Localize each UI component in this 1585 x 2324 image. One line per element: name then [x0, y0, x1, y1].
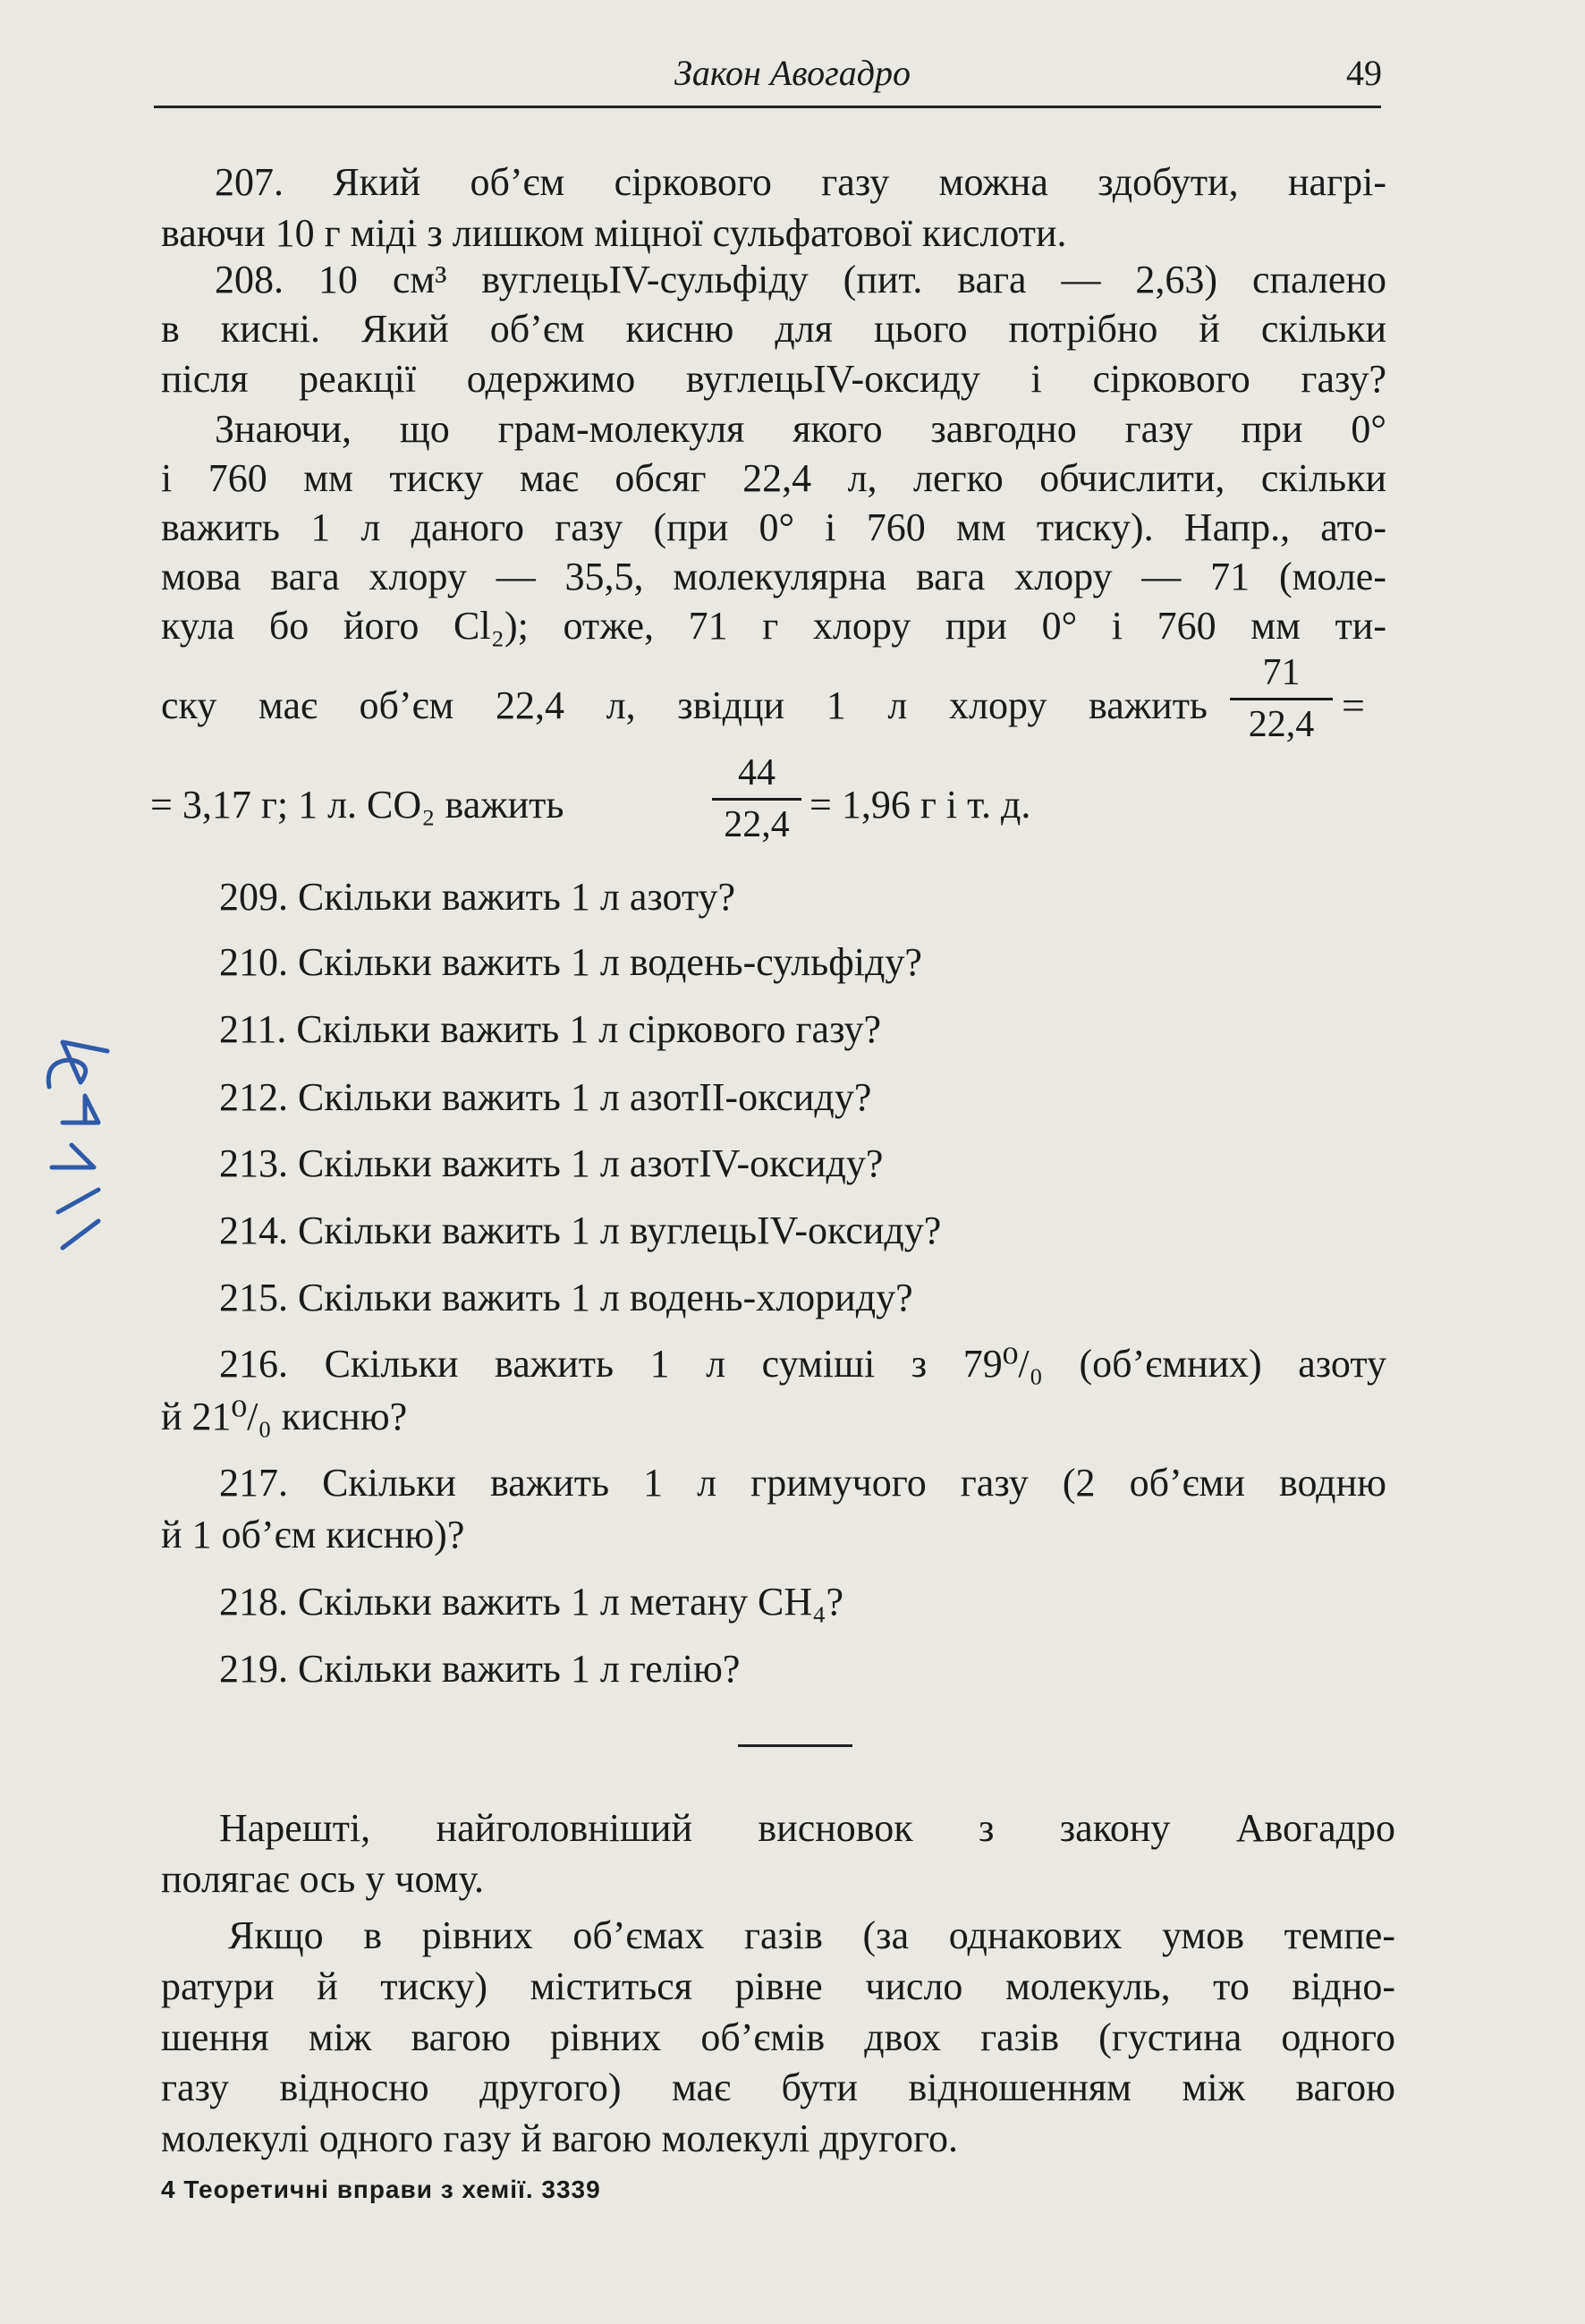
- fraction-denominator: 22,4: [1248, 704, 1315, 745]
- formula-line-suffix: = 1,96 г і т. д.: [809, 783, 1031, 827]
- fraction-numerator: 44: [738, 752, 776, 793]
- question-214: 214. Скільки важить 1 л вуглецьIV-оксиду?: [219, 1209, 942, 1252]
- fraction-numerator: 71: [1262, 652, 1301, 693]
- handwritten-inventory-number: [9, 988, 143, 1257]
- formula-line-prefix: = 3,17 г; 1 л. CO₂ важить: [150, 783, 564, 827]
- question-216-line-1: 216. Скільки важить 1 л суміші з 79⁰/₀ (об’ємних) азоту: [219, 1342, 1386, 1386]
- fraction-bar: [712, 798, 801, 801]
- question-218: 218. Скільки важить 1 л метану CH₄?: [219, 1580, 844, 1624]
- footer-signature: 4 Теоретичні вправи з хемії. 3339: [161, 2176, 601, 2203]
- question-212: 212. Скільки важить 1 л азотII-оксиду?: [219, 1075, 872, 1119]
- final-paragraph-line-4: газу відносно другого) має бути відношенням між вагою: [161, 2065, 1395, 2109]
- fraction-bar: [1230, 698, 1333, 700]
- question-216-line-2: й 21⁰/₀ кисню?: [161, 1395, 408, 1438]
- final-paragraph-line-5: молекулі одного газу й вагою молекулі другого.: [161, 2116, 958, 2160]
- header-rule: [154, 106, 1381, 108]
- explanation-line-6: ску має об’єм 22,4 л, звідци 1 л хлору важить: [161, 683, 1208, 727]
- final-paragraph-line-2: ратури й тиску) міститься рівне число молекуль, то відно-: [161, 1964, 1395, 2008]
- equals-sign: =: [1342, 683, 1365, 728]
- problem-207-line-1: 207. Який об’єм сіркового газу можна здобути, нагрі-: [215, 160, 1386, 204]
- problem-207-line-2: ваючи 10 г міді з лишком міцної сульфатової кислоти.: [161, 211, 1067, 255]
- final-paragraph-line-3: шення між вагою рівних об’ємів двох газів (густина одного: [161, 2015, 1395, 2059]
- fraction-71-over-22-4: [1230, 651, 1333, 751]
- explanation-line-1: Знаючи, що грам-молекуля якого завгодно газу при 0°: [215, 407, 1386, 451]
- explanation-line-4: мова вага хлору — 35,5, молекулярна вага хлору — 71 (моле-: [161, 555, 1386, 598]
- question-210: 210. Скільки важить 1 л водень-сульфіду?: [219, 940, 922, 984]
- problem-208-line-2: в кисні. Який об’єм кисню для цього потрібно й скільки: [161, 307, 1386, 351]
- running-header-title: Закон Авогадро: [674, 53, 911, 93]
- question-217-line-2: й 1 об’єм кисню)?: [161, 1513, 465, 1556]
- explanation-line-3: важить 1 л даного газу (при 0° і 760 мм тиску). Напр., ато-: [161, 505, 1386, 549]
- fraction-denominator: 22,4: [724, 804, 790, 845]
- question-211: 211. Скільки важить 1 л сіркового газу?: [219, 1007, 882, 1051]
- explanation-line-2: і 760 мм тиску має обсяг 22,4 л, легко обчислити, скільки: [161, 456, 1386, 500]
- problem-208-line-3: після реакції одержимо вуглецьIV-оксиду і сіркового газу?: [161, 357, 1386, 401]
- fraction-44-over-22-4: [712, 751, 801, 852]
- question-213: 213. Скільки важить 1 л азотIV-оксиду?: [219, 1141, 884, 1185]
- question-217-line-1: 217. Скільки важить 1 л гримучого газу (2 об’єми водню: [219, 1461, 1386, 1505]
- page-number: 49: [1346, 53, 1382, 93]
- question-209: 209. Скільки важить 1 л азоту?: [219, 875, 736, 919]
- conclusion-line-1: Нарешті, найголовніший висновок з закону Авогадро: [219, 1806, 1395, 1850]
- problem-208-line-1: 208. 10 см³ вуглецьIV-сульфіду (пит. вага — 2,63) спалено: [215, 258, 1386, 301]
- question-219: 219. Скільки важить 1 л гелію?: [219, 1647, 741, 1691]
- conclusion-line-2: полягає ось у чому.: [161, 1857, 485, 1901]
- section-separator: [738, 1744, 852, 1747]
- final-paragraph-line-1: Якщо в рівних об’ємах газів (за однакових умов темпе-: [228, 1913, 1395, 1957]
- explanation-line-5: кула бо його Cl₂); отже, 71 г хлору при 0° і 760 мм ти-: [161, 604, 1386, 648]
- question-215: 215. Скільки важить 1 л водень-хлориду?: [219, 1276, 913, 1319]
